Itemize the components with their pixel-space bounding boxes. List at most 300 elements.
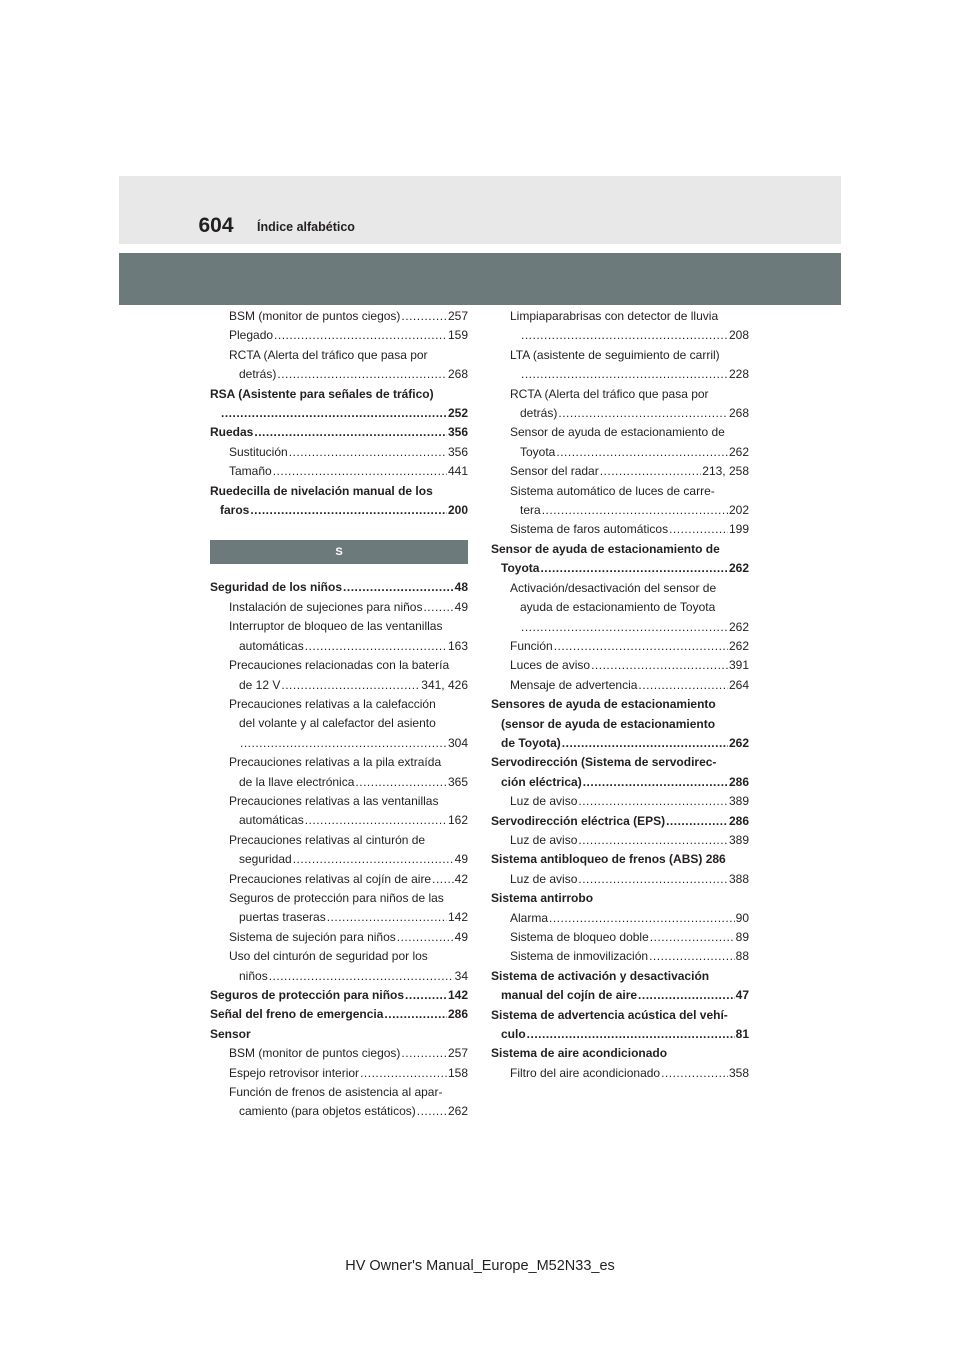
entry-text: Luz de aviso	[510, 871, 578, 886]
footer-manual-id: HV Owner's Manual_Europe_M52N33_es	[345, 1258, 615, 1274]
entry-text: detrás)	[520, 406, 558, 421]
page-reference: 286	[728, 813, 749, 828]
entry-text: RCTA (Alerta del tráfico que pasa por	[510, 386, 709, 401]
entry-line	[229, 676, 468, 695]
page-reference: 213, 258	[702, 464, 749, 479]
entry-line	[491, 695, 749, 714]
page-reference: 88	[735, 949, 749, 964]
page-reference: 162	[447, 813, 468, 828]
page-reference: 228	[728, 367, 749, 382]
entry-text: Sensores de ayuda de estacionamiento	[491, 697, 716, 712]
index-entry	[491, 1044, 749, 1063]
page-reference: 49	[454, 599, 468, 614]
entry-text: Plegado	[229, 328, 274, 343]
dot-leader	[638, 986, 735, 1005]
dot-leader	[397, 928, 454, 947]
entry-line	[510, 870, 749, 889]
index-subentry	[491, 520, 749, 539]
index-subentry	[210, 928, 468, 947]
entry-text: de la llave electrónica	[239, 774, 355, 789]
dot-leader	[432, 870, 454, 889]
index-subentry	[491, 579, 749, 637]
entry-text: del volante y al calefactor del asiento	[239, 716, 436, 731]
index-subentry	[210, 307, 468, 326]
entry-line	[491, 967, 749, 986]
page-reference: 34	[454, 968, 468, 983]
index-subentry	[491, 870, 749, 889]
entry-text: Mensaje de advertencia	[510, 677, 638, 692]
index-entry	[210, 423, 468, 442]
page-reference: 49	[454, 929, 468, 944]
entry-text: automáticas	[239, 813, 304, 828]
entry-text: Precauciones relacionadas con la batería	[229, 658, 450, 673]
entry-line	[229, 365, 468, 384]
entry-line	[510, 423, 749, 442]
dot-leader	[661, 1064, 728, 1083]
index-subentry	[491, 637, 749, 656]
index-subentry	[210, 443, 468, 462]
index-subentry	[491, 482, 749, 521]
dot-leader	[250, 501, 447, 520]
entry-line	[510, 404, 749, 423]
entry-line	[510, 482, 749, 501]
entry-text: (sensor de ayuda de estacionamiento	[501, 716, 716, 731]
entry-text: faros	[220, 503, 250, 518]
page-reference: 286	[728, 774, 749, 789]
entry-line	[510, 618, 749, 637]
dot-leader	[521, 618, 728, 637]
page-reference: 286	[447, 1007, 468, 1022]
page-reference: 391	[728, 658, 749, 673]
dot-leader	[556, 443, 728, 462]
entry-text: Señal del freno de emergencia	[210, 1007, 384, 1022]
entry-text: Tamaño	[229, 464, 272, 479]
entry-text: Ruedas	[210, 425, 254, 440]
entry-line	[229, 811, 468, 830]
entry-text: Ruedecilla de nivelación manual de los	[210, 483, 433, 498]
page-reference: 262	[728, 638, 749, 653]
dot-leader	[649, 947, 735, 966]
entry-text: camiento (para objetos estáticos)	[239, 1104, 416, 1119]
entry-line	[510, 520, 749, 539]
dot-leader	[401, 307, 447, 326]
index-entry	[491, 695, 749, 753]
entry-text: BSM (monitor de puntos ciegos)	[229, 309, 401, 323]
dot-leader	[521, 365, 728, 384]
dot-leader	[355, 773, 447, 792]
index-subentry	[210, 695, 468, 753]
entry-line	[210, 423, 468, 442]
dot-leader	[600, 462, 702, 481]
entry-line	[510, 656, 749, 675]
entry-line	[510, 443, 749, 462]
entry-text: Sensor del radar	[510, 464, 599, 479]
entry-line	[510, 346, 749, 365]
index-subentry	[491, 462, 749, 481]
entry-line	[491, 559, 749, 578]
index-subentry	[491, 909, 749, 928]
index-subentry	[210, 326, 468, 345]
page-reference: 441	[447, 464, 468, 479]
index-entry	[210, 986, 468, 1005]
entry-line	[210, 1025, 468, 1044]
index-subentry	[491, 831, 749, 850]
index-subentry	[210, 889, 468, 928]
entry-text: Sensor	[210, 1026, 251, 1041]
page-reference: 365	[447, 774, 468, 789]
index-entry	[491, 967, 749, 1006]
entry-text: tera	[520, 503, 541, 518]
entry-text: Toyota	[501, 561, 540, 576]
entry-line	[229, 326, 468, 345]
page-reference: 268	[447, 367, 468, 382]
entry-line	[510, 676, 749, 695]
page-reference: 358	[728, 1065, 749, 1080]
dot-leader	[578, 831, 728, 850]
entry-line	[229, 1102, 468, 1121]
entry-text: Sistema antibloqueo de frenos (ABS) 286	[491, 852, 726, 867]
entry-line	[491, 1006, 749, 1025]
index-subentry	[210, 1064, 468, 1083]
dot-leader	[558, 404, 728, 423]
index-subentry	[491, 385, 749, 424]
entry-line	[491, 889, 749, 908]
page-reference: 341, 426	[421, 677, 468, 692]
letter-section-header: S	[210, 540, 468, 564]
page-reference: 262	[728, 619, 749, 634]
entry-text: automáticas	[239, 638, 304, 653]
entry-text: Función	[510, 638, 553, 653]
entry-text: Seguros de protección para niños de las	[229, 890, 444, 905]
entry-line	[229, 307, 468, 326]
dot-leader	[305, 811, 447, 830]
page-reference: 47	[735, 988, 749, 1003]
page-reference: 262	[728, 444, 749, 459]
entry-text: Sistema de advertencia acústica del vehí-	[491, 1007, 728, 1022]
entry-text: Alarma	[510, 910, 549, 925]
entry-line	[210, 501, 468, 520]
entry-line	[229, 598, 468, 617]
entry-text: Seguros de protección para niños	[210, 988, 405, 1002]
dot-leader	[540, 559, 728, 578]
entry-line	[229, 1083, 468, 1102]
dot-leader	[254, 423, 447, 442]
entry-text: Sistema automático de luces de carre-	[510, 483, 715, 498]
entry-text: Seguridad de los niños	[210, 580, 343, 595]
dot-leader	[554, 637, 728, 656]
entry-line	[510, 501, 749, 520]
index-subentry	[210, 346, 468, 385]
entry-text: niños	[239, 968, 268, 983]
entry-text: Sistema de activación y desactivación	[491, 968, 710, 983]
entry-text: Sensor de ayuda de estacionamiento de	[510, 425, 725, 440]
entry-text: Servodirección (Sistema de servodirec-	[491, 755, 717, 770]
entry-line	[510, 831, 749, 850]
index-subentry	[210, 870, 468, 889]
index-subentry	[210, 1044, 468, 1063]
entry-line	[229, 695, 468, 714]
entry-line	[229, 617, 468, 636]
dot-leader	[521, 326, 728, 345]
entry-text: detrás)	[239, 367, 277, 382]
page-reference: 159	[447, 328, 468, 343]
entry-text: Interruptor de bloqueo de las ventanillas	[229, 619, 443, 634]
entry-text: Precauciones relativas al cinturón de	[229, 832, 426, 847]
index-subentry	[491, 792, 749, 811]
entry-line	[229, 870, 468, 889]
index-subentry	[491, 1064, 749, 1083]
entry-line	[510, 385, 749, 404]
index-entry	[210, 482, 468, 521]
entry-text: Activación/desactivación del sensor de	[510, 580, 717, 595]
dot-leader	[650, 928, 735, 947]
entry-line	[510, 307, 749, 326]
entry-text: Precauciones relativas a la pila extraída	[229, 755, 442, 770]
entry-line	[491, 812, 749, 831]
entry-text: Limpiaparabrisas con detector de lluvia	[510, 309, 719, 323]
entry-text: seguridad	[239, 852, 292, 867]
entry-text: Sistema de inmovilización	[510, 949, 649, 964]
page-reference: 262	[728, 561, 749, 576]
entry-line	[510, 326, 749, 345]
page-reference: 81	[735, 1027, 749, 1042]
index-subentry	[210, 792, 468, 831]
index-subentry	[210, 947, 468, 986]
entry-text: LTA (asistente de seguimiento de carril)	[510, 347, 720, 362]
index-subentry	[491, 676, 749, 695]
entry-line	[229, 462, 468, 481]
page-reference: 163	[447, 638, 468, 653]
entry-line	[210, 578, 468, 597]
entry-line	[510, 928, 749, 947]
page-reference: 89	[735, 930, 749, 944]
entry-line	[229, 947, 468, 966]
page-reference: 257	[447, 309, 468, 323]
dot-leader	[343, 578, 454, 597]
index-column-left	[210, 307, 468, 1122]
entry-line	[491, 753, 749, 772]
dot-leader	[360, 1064, 447, 1083]
entry-line	[491, 1044, 749, 1063]
entry-line	[510, 792, 749, 811]
index-subentry	[210, 617, 468, 656]
entry-line	[210, 986, 468, 1005]
entry-line	[510, 365, 749, 384]
entry-text: puertas traseras	[239, 910, 326, 925]
dot-leader	[327, 908, 447, 927]
index-entry	[210, 1005, 468, 1024]
section-title: Índice alfabético	[257, 220, 355, 234]
dot-leader	[578, 870, 728, 889]
page-reference: 48	[454, 580, 468, 595]
index-subentry	[491, 928, 749, 947]
page-reference: 142	[447, 988, 468, 1002]
dot-leader	[591, 656, 728, 675]
entry-line	[510, 462, 749, 481]
page-reference: 304	[447, 735, 468, 750]
entry-text: Luces de aviso	[510, 658, 591, 673]
index-subentry	[491, 656, 749, 675]
entry-text: RCTA (Alerta del tráfico que pasa por	[229, 347, 428, 362]
entry-line	[210, 385, 468, 404]
dot-leader	[401, 1044, 447, 1063]
dot-leader	[417, 1102, 447, 1121]
page-reference: 268	[728, 406, 749, 421]
index-entry	[491, 1006, 749, 1045]
entry-line	[229, 908, 468, 927]
entry-line	[491, 850, 749, 869]
entry-text: Toyota	[520, 444, 556, 459]
dot-leader	[405, 986, 447, 1005]
entry-line	[229, 889, 468, 908]
dot-leader	[221, 404, 447, 423]
entry-line	[510, 1064, 749, 1083]
entry-text: BSM (monitor de puntos ciegos)	[229, 1046, 401, 1061]
entry-line	[510, 947, 749, 966]
page-reference: 202	[728, 503, 749, 518]
entry-text: Precauciones relativas a la calefacción	[229, 696, 436, 711]
index-subentry	[210, 831, 468, 870]
entry-line	[491, 540, 749, 559]
entry-line	[510, 637, 749, 656]
entry-line	[229, 928, 468, 947]
entry-line	[229, 773, 468, 792]
page-reference: 252	[447, 406, 468, 421]
entry-line	[210, 1005, 468, 1024]
entry-line	[229, 792, 468, 811]
index-subentry	[210, 753, 468, 792]
header-band	[119, 253, 841, 305]
entry-line	[510, 579, 749, 598]
entry-text: Sustitución	[229, 444, 288, 459]
page-reference: 356	[447, 425, 468, 440]
entry-text: culo	[501, 1027, 526, 1042]
dot-leader	[527, 1025, 735, 1044]
index-entry	[210, 1025, 468, 1044]
entry-line	[229, 443, 468, 462]
entry-line	[491, 715, 749, 734]
entry-line	[510, 598, 749, 617]
entry-text: Sistema de sujeción para niños	[229, 929, 396, 944]
index-subentry	[210, 462, 468, 481]
dot-leader	[669, 520, 728, 539]
index-entry	[210, 385, 468, 424]
dot-leader	[384, 1005, 447, 1024]
entry-text: Sensor de ayuda de estacionamiento de	[491, 541, 720, 556]
entry-text: Luz de aviso	[510, 832, 578, 847]
page-reference: 257	[447, 1046, 468, 1061]
index-subentry	[210, 656, 468, 695]
dot-leader	[666, 812, 728, 831]
entry-line	[229, 1064, 468, 1083]
dot-leader	[274, 326, 447, 345]
entry-text: Espejo retrovisor interior	[229, 1065, 360, 1080]
entry-text: Instalación de sujeciones para niños	[229, 599, 423, 614]
page-reference: 356	[447, 444, 468, 459]
dot-leader	[273, 462, 447, 481]
index-subentry	[210, 1083, 468, 1122]
index-entry	[210, 578, 468, 597]
dot-leader	[289, 443, 447, 462]
page-reference: 208	[728, 328, 749, 343]
entry-line	[491, 986, 749, 1005]
entry-text: Sistema antirrobo	[491, 891, 594, 906]
index-entry	[491, 812, 749, 831]
index-column-right	[491, 307, 749, 1083]
entry-line	[491, 773, 749, 792]
page-reference: 42	[454, 871, 468, 886]
page-reference: 389	[728, 794, 749, 809]
dot-leader	[277, 365, 447, 384]
entry-text: ayuda de estacionamiento de Toyota	[520, 600, 716, 615]
index-subentry	[491, 947, 749, 966]
page-reference: 262	[728, 735, 749, 750]
entry-line	[510, 909, 749, 928]
entry-line	[491, 1025, 749, 1044]
dot-leader	[638, 676, 728, 695]
entry-text: Sistema de faros automáticos	[510, 522, 669, 537]
entry-line	[210, 482, 468, 501]
entry-line	[210, 404, 468, 423]
entry-text: RSA (Asistente para señales de tráfico)	[210, 386, 434, 401]
entry-line	[491, 734, 749, 753]
entry-line	[229, 850, 468, 869]
index-entry	[491, 850, 749, 869]
entry-text: Filtro del aire acondicionado	[510, 1065, 661, 1080]
page-reference: 388	[728, 871, 749, 886]
entry-text: ción eléctrica)	[501, 774, 582, 789]
dot-leader	[240, 734, 447, 753]
dot-leader	[549, 909, 735, 928]
page-reference: 262	[447, 1104, 468, 1119]
dot-leader	[293, 850, 454, 869]
entry-text: Luz de aviso	[510, 794, 578, 809]
page-reference: 389	[728, 832, 749, 847]
entry-text: Sistema de bloqueo doble	[510, 930, 649, 944]
entry-line	[229, 346, 468, 365]
entry-line	[229, 1044, 468, 1063]
page-reference: 90	[735, 910, 749, 925]
page-reference: 158	[447, 1065, 468, 1080]
entry-line	[229, 656, 468, 675]
entry-text: Precauciones relativas al cojín de aire	[229, 871, 432, 886]
page-number: 604	[198, 214, 234, 237]
entry-line	[229, 714, 468, 733]
page-reference: 200	[447, 503, 468, 518]
page-reference: 199	[728, 522, 749, 537]
entry-line	[229, 831, 468, 850]
entry-text: Precauciones relativas a las ventanillas	[229, 793, 439, 808]
entry-text: Sistema de aire acondicionado	[491, 1046, 668, 1061]
page-reference: 49	[454, 852, 468, 867]
dot-leader	[281, 676, 420, 695]
index-entry	[491, 889, 749, 908]
dot-leader	[542, 501, 728, 520]
dot-leader	[578, 792, 728, 811]
index-entry	[491, 540, 749, 579]
entry-text: Servodirección eléctrica (EPS)	[491, 813, 666, 828]
entry-text: Uso del cinturón de seguridad por los	[229, 949, 428, 964]
index-entry	[491, 753, 749, 792]
entry-text: Función de frenos de asistencia al apar-	[229, 1085, 443, 1100]
entry-line	[229, 734, 468, 753]
index-subentry	[491, 346, 749, 385]
entry-text: de Toyota)	[501, 735, 561, 750]
index-subentry	[210, 598, 468, 617]
entry-line	[229, 967, 468, 986]
page-reference: 142	[447, 910, 468, 925]
dot-leader	[269, 967, 454, 986]
